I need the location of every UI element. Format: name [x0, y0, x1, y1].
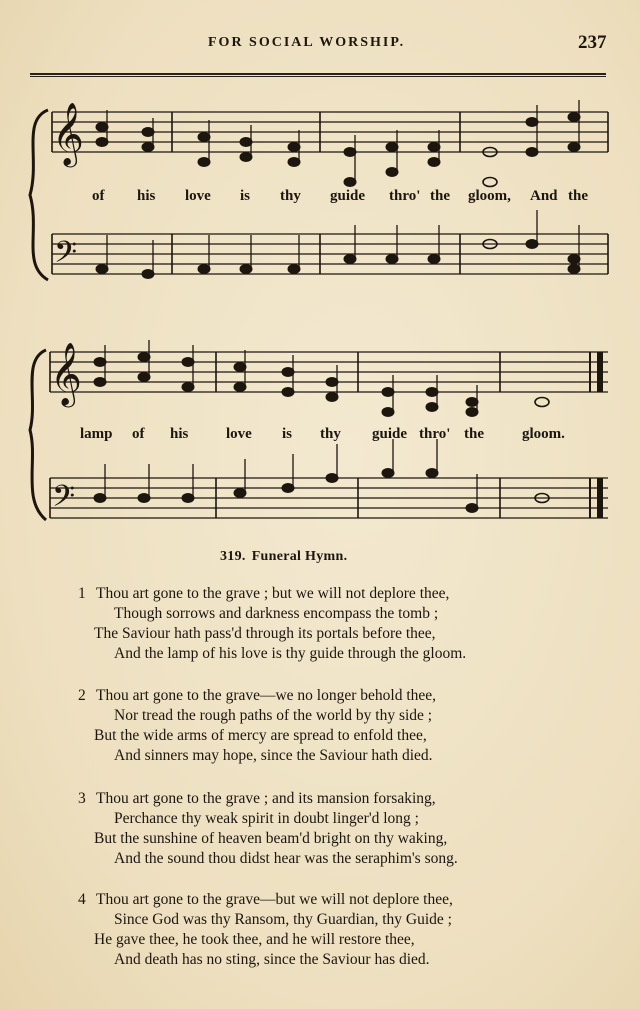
stanza-number: 1	[78, 585, 86, 602]
bass-clef-icon: 𝄢	[52, 480, 76, 521]
lyric-word: guide	[330, 188, 366, 204]
lyric-word: thy	[280, 188, 301, 204]
stanza-line: Though sorrows and darkness encompass the tomb ;	[114, 605, 439, 622]
treble-staff	[52, 112, 608, 152]
bass-notes	[94, 439, 549, 513]
hymn-number: 319.	[220, 549, 246, 564]
lyric-word: his	[170, 426, 189, 442]
stanza-line: Thou art gone to the grave ; and its mansion forsaking,	[96, 790, 436, 807]
lyric-word: love	[185, 188, 211, 204]
stanza-number: 2	[78, 687, 86, 704]
stanza-line: Thou art gone to the grave—but we will not deplore thee,	[96, 891, 453, 908]
hymn-title-text: Funeral Hymn.	[251, 549, 348, 564]
stanza-number: 4	[78, 891, 86, 908]
stanza-line: And death has no sting, since the Saviour has died.	[114, 951, 430, 968]
stanza-line: He gave thee, he took thee, and he will restore thee,	[94, 931, 415, 948]
lyric-word: is	[282, 426, 293, 442]
system-brace	[30, 350, 46, 520]
lyric-word: thro'	[419, 426, 451, 442]
header-rule	[30, 73, 606, 77]
lyric-word: of	[132, 426, 145, 442]
stanza-line: Thou art gone to the grave—we no longer behold thee,	[96, 687, 437, 704]
stanza-line: And the lamp of his love is thy guide through the gloom.	[114, 645, 467, 662]
system-brace	[30, 110, 48, 280]
lyric-word: the	[430, 188, 450, 204]
treble-notes	[96, 100, 580, 187]
stanza-line: Since God was thy Ransom, thy Guardian, thy Guide ;	[114, 911, 452, 928]
lyric-word: the	[568, 188, 588, 204]
hymn-title	[220, 549, 347, 565]
stanza-line: Nor tread the rough paths of the world by thy side ;	[114, 707, 433, 724]
stanza-line: But the wide arms of mercy are spread to enfold thee,	[94, 727, 427, 744]
lyric-word: the	[464, 426, 484, 442]
page-header	[0, 34, 640, 56]
lyric-word: lamp	[80, 426, 113, 442]
stanza-line: And sinners may hope, since the Saviour hath died.	[114, 747, 433, 764]
lyric-word: gloom,	[468, 188, 511, 204]
treble-clef-icon: 𝄞	[50, 342, 82, 405]
stanza-line: And the sound thou didst hear was the seraphim's song.	[114, 850, 458, 867]
stanza-line: Perchance thy weak spirit in doubt linger'd long ;	[114, 810, 419, 827]
lyric-word: thro'	[389, 188, 421, 204]
lyric-word: gloom.	[522, 426, 565, 442]
bass-clef-icon: 𝄢	[54, 236, 78, 277]
bass-staff	[50, 478, 608, 518]
lyric-word: thy	[320, 426, 341, 442]
page-number: 237	[578, 32, 607, 53]
lyric-word: And	[530, 188, 558, 204]
lyric-word: love	[226, 426, 252, 442]
lyric-word: his	[137, 188, 156, 204]
lyric-word: guide	[372, 426, 408, 442]
stanza-line: The Saviour hath pass'd through its portals before thee,	[94, 625, 436, 642]
treble-clef-icon: 𝄞	[52, 102, 84, 165]
bass-staff	[52, 234, 608, 274]
stanza-number: 3	[78, 790, 86, 807]
running-head: FOR SOCIAL WORSHIP.	[208, 35, 406, 50]
stanza-line: Thou art gone to the grave ; but we will not deplore thee,	[96, 585, 450, 602]
stanza-line: But the sunshine of heaven beam'd bright on thy waking,	[94, 830, 448, 847]
lyric-word: of	[92, 188, 105, 204]
lyric-word: is	[240, 188, 251, 204]
